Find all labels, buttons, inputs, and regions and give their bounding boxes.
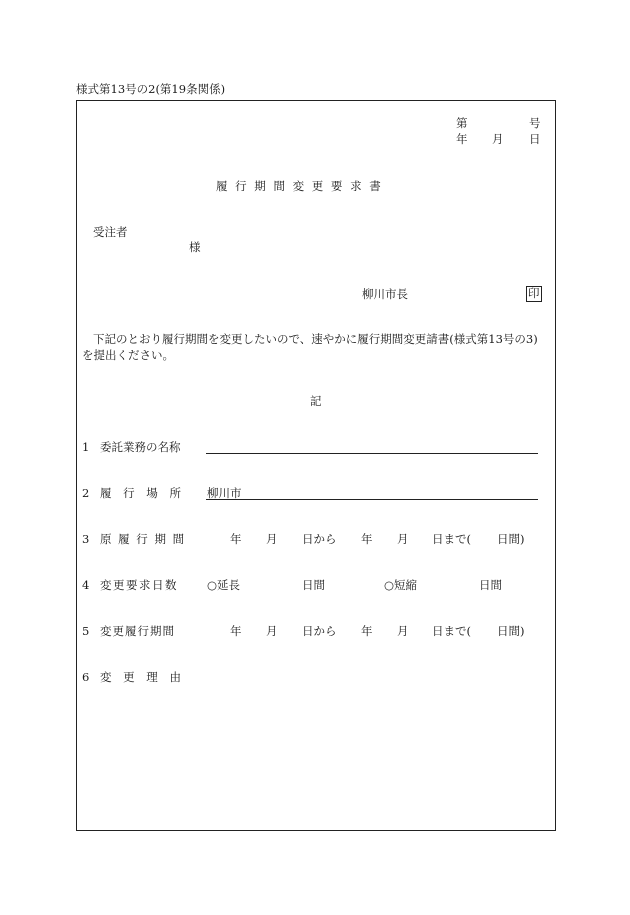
item-5-from: 日から [302, 624, 337, 638]
recipient-honorific: 様 [189, 240, 201, 254]
item-5-label: 変更履行期間 [100, 624, 175, 638]
body-line-2: を提出ください。 [82, 348, 174, 362]
item-3-from: 日から [302, 532, 337, 546]
item-1-number: 1 [82, 440, 90, 454]
item-2-label: 履 行 場 所 [100, 486, 185, 500]
item-5-until: 日まで( [432, 624, 471, 638]
item-4-extend: ○延長 [207, 578, 241, 592]
item-3-year-2: 年 [361, 532, 373, 546]
item-3-until: 日まで( [432, 532, 471, 546]
seal-mark: 印 [528, 286, 540, 300]
document-title: 履 行 期 間 変 更 要 求 書 [216, 179, 383, 193]
body-line-1: 下記のとおり履行期間を変更したいので、速やかに履行期間変更請書(様式第13号の3) [93, 332, 538, 346]
item-3-month-2: 月 [397, 532, 409, 546]
item-6-number: 6 [82, 670, 90, 684]
date-year: 年 [456, 132, 468, 146]
date-month: 月 [492, 132, 504, 146]
item-2-value: 柳川市 [207, 486, 242, 500]
item-5-year-1: 年 [230, 624, 242, 638]
item-3-month-1: 月 [266, 532, 278, 546]
item-4-extend-days: 日間 [302, 578, 325, 592]
form-label: 様式第13号の2(第19条関係) [76, 82, 226, 96]
ki-heading: 記 [310, 394, 322, 408]
item-2-number: 2 [82, 486, 90, 500]
item-1-underline [206, 453, 538, 454]
item-3-number: 3 [82, 532, 90, 546]
item-5-month-2: 月 [397, 624, 409, 638]
number-suffix: 号 [529, 116, 541, 130]
item-5-days: 日間) [497, 624, 525, 638]
recipient-label: 受注者 [93, 225, 128, 239]
item-4-number: 4 [82, 578, 90, 592]
item-5-month-1: 月 [266, 624, 278, 638]
item-3-days: 日間) [497, 532, 525, 546]
item-3-label: 原 履 行 期 間 [100, 532, 186, 546]
sender-name: 柳川市長 [362, 287, 408, 301]
item-5-number: 5 [82, 624, 90, 638]
form-frame [76, 100, 556, 831]
date-day: 日 [529, 132, 541, 146]
item-3-year-1: 年 [230, 532, 242, 546]
item-6-label: 変 更 理 由 [100, 670, 185, 684]
item-4-label: 変更要求日数 [100, 578, 178, 592]
item-2-underline [206, 499, 538, 500]
item-5-year-2: 年 [361, 624, 373, 638]
item-4-shorten: ○短縮 [384, 578, 418, 592]
item-4-shorten-days: 日間 [479, 578, 502, 592]
number-prefix: 第 [456, 116, 468, 130]
item-1-label: 委託業務の名称 [100, 440, 181, 454]
